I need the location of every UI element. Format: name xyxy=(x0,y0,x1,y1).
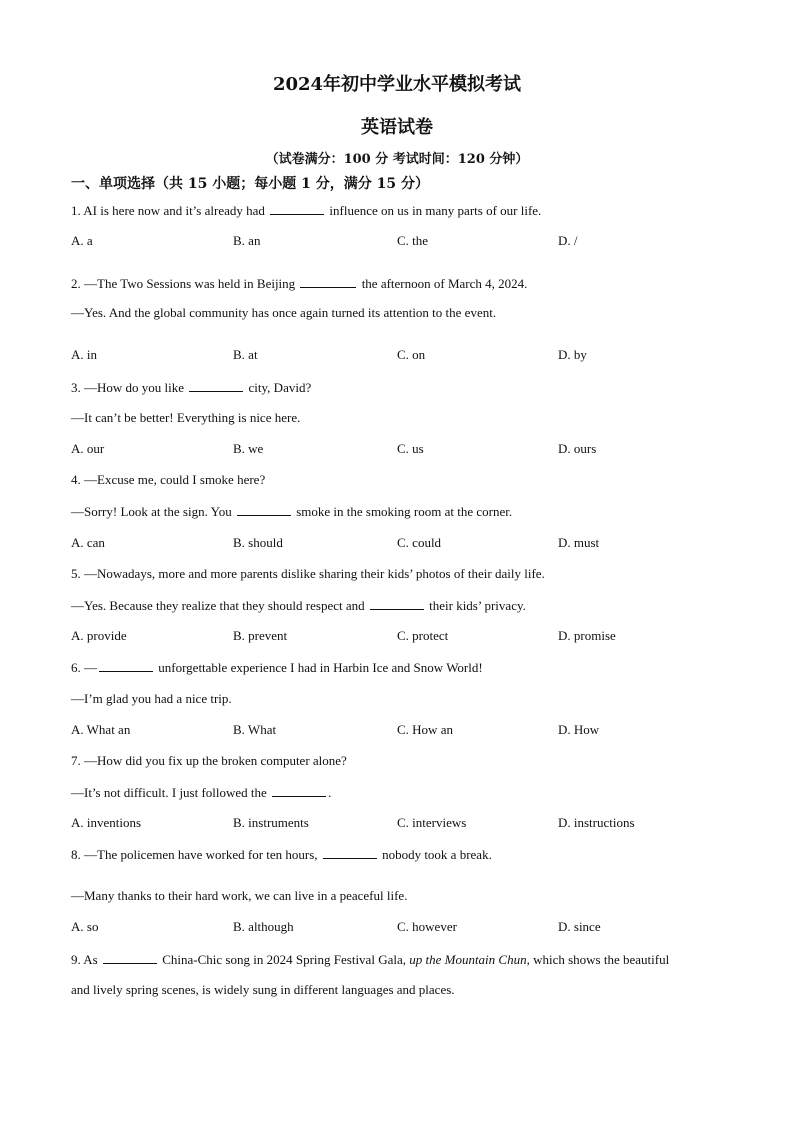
q2-option-b: B. at xyxy=(233,347,258,362)
q3-option-b: B. we xyxy=(233,441,264,456)
q2-option-d: D. by xyxy=(558,347,587,362)
q8-option-d: D. since xyxy=(558,919,601,934)
q2-option-c: C. on xyxy=(397,347,426,362)
q3-option-c: C. us xyxy=(397,441,424,456)
q4-option-c: C. could xyxy=(397,535,442,550)
q1-option-b: B. an xyxy=(233,233,261,248)
answer-blank xyxy=(272,784,326,797)
question-8-line-1: 8. —The policemen have worked for ten hours, nobody took a break. xyxy=(71,847,492,862)
question-5-line-2: —Yes. Because they realize that they should respect and their kids’ privacy. xyxy=(71,598,526,613)
q5-option-a: A. provide xyxy=(71,628,127,643)
question-9-line-1: 9. As China-Chic song in 2024 Spring Festival Gala, up the Mountain Chun, which shows the beautiful xyxy=(71,952,670,967)
q1-option-c: C. the xyxy=(397,233,429,248)
q3-option-a: A. our xyxy=(71,441,105,456)
q3-option-d: D. ours xyxy=(558,441,597,456)
question-7-line-1: 7. —How did you fix up the broken computer alone? xyxy=(71,753,347,768)
question-3-line-1: 3. —How do you like city, David? xyxy=(71,380,312,395)
question-4-line-1: 4. —Excuse me, could I smoke here? xyxy=(71,472,266,487)
q5-option-c: C. protect xyxy=(397,628,449,643)
q2-option-a: A. in xyxy=(71,347,97,362)
q4-option-b: B. should xyxy=(233,535,283,550)
exam-title: 2024年初中学业水平模拟考试 xyxy=(272,74,522,95)
q6-option-a: A. What an xyxy=(71,722,131,737)
q1-option-a: A. a xyxy=(71,233,93,248)
q6-option-c: C. How an xyxy=(397,722,453,737)
question-4-line-2: —Sorry! Look at the sign. You smoke in the smoking room at the corner. xyxy=(71,504,513,519)
q8-option-b: B. although xyxy=(233,919,294,934)
q8-option-c: C. however xyxy=(397,919,457,934)
q6-option-d: D. How xyxy=(558,722,600,737)
exam-note: （试卷满分：100 分 考试时间：120 分钟） xyxy=(265,152,529,167)
q5-option-d: D. promise xyxy=(558,628,616,643)
answer-blank xyxy=(270,202,324,215)
question-3-line-2: —It can’t be better! Everything is nice here. xyxy=(71,410,301,425)
question-9-line-2: and lively spring scenes, is widely sung in different languages and places. xyxy=(71,982,455,997)
question-2-line-2: —Yes. And the global community has once again turned its attention to the event. xyxy=(71,305,497,320)
question-6-line-2: —I’m glad you had a nice trip. xyxy=(71,691,232,706)
answer-blank xyxy=(237,503,291,516)
answer-blank xyxy=(189,379,243,392)
q7-option-a: A. inventions xyxy=(71,815,142,830)
answer-blank xyxy=(103,951,157,964)
exam-subject: 英语试卷 xyxy=(361,117,433,138)
q4-option-a: A. can xyxy=(71,535,105,550)
q7-option-d: D. instructions xyxy=(558,815,635,830)
answer-blank xyxy=(370,597,424,610)
question-6-line-1: 6. — unforgettable experience I had in Harbin Ice and Snow World! xyxy=(71,660,483,675)
section-heading: 一、单项选择（共 15 小题；每小题 1 分，满分 15 分） xyxy=(71,176,429,192)
answer-blank xyxy=(323,846,377,859)
q5-option-b: B. prevent xyxy=(233,628,288,643)
q4-option-d: D. must xyxy=(558,535,600,550)
q1-option-d: D. / xyxy=(558,233,578,248)
question-5-line-1: 5. —Nowadays, more and more parents dislike sharing their kids’ photos of their daily life. xyxy=(71,566,545,581)
question-8-line-2: —Many thanks to their hard work, we can live in a peaceful life. xyxy=(71,888,408,903)
question-7-line-2: —It’s not difficult. I just followed the . xyxy=(71,785,332,800)
answer-blank xyxy=(99,659,153,672)
q7-option-b: B. instruments xyxy=(233,815,309,830)
q7-option-c: C. interviews xyxy=(397,815,467,830)
q6-option-b: B. What xyxy=(233,722,277,737)
question-2-line-1: 2. —The Two Sessions was held in Beijing the afternoon of March 4, 2024. xyxy=(71,276,528,291)
q8-option-a: A. so xyxy=(71,919,99,934)
question-1-line-1: 1. AI is here now and it’s already had influence on us in many parts of our life. xyxy=(71,203,542,218)
answer-blank xyxy=(300,275,356,288)
